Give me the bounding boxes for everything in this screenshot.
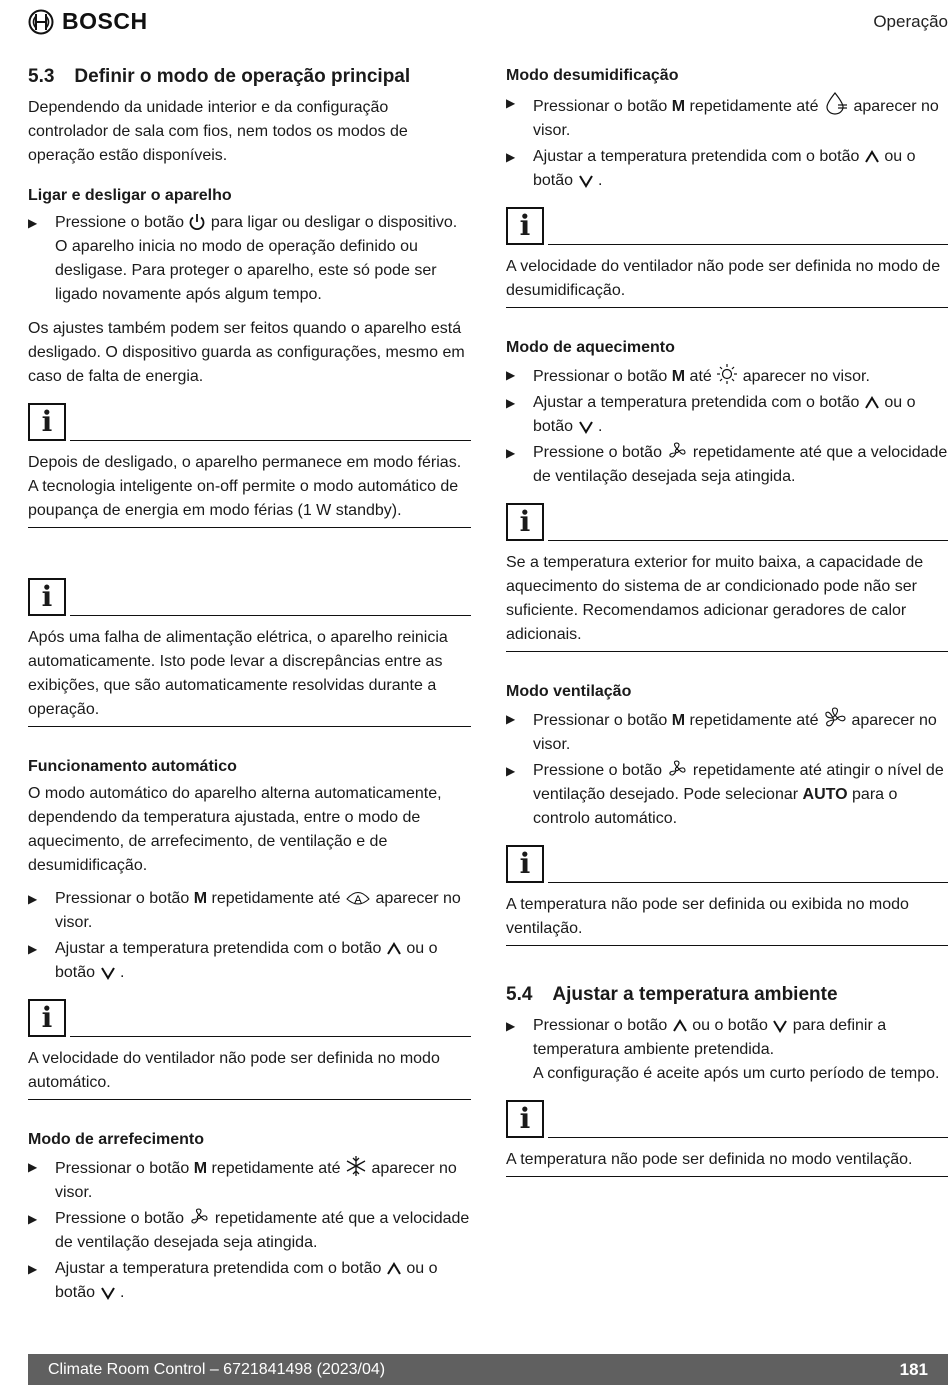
section-5-4-heading bbox=[506, 982, 948, 1008]
list-item: ▶ Pressione o botão para ligar ou desligar o dispositivo. O aparelho inicia no modo de operação definido ou desligase. Para proteger o aparelho, este só pode ser ligado novamente após algum tempo. bbox=[28, 211, 471, 307]
heat-heading: Modo de aquecimento bbox=[506, 339, 675, 356]
info-text: Depois de desligado, o aparelho permanece em modo férias. A tecnologia inteligente on-off permite o modo automático de poupança de energia em modo férias (1 W standby). bbox=[28, 441, 471, 528]
brand-name: BOSCH bbox=[62, 8, 148, 34]
section-number: 5.3 bbox=[28, 66, 55, 87]
fan-speed-icon bbox=[666, 759, 688, 779]
info-box bbox=[28, 403, 471, 528]
svg-text:A: A bbox=[354, 894, 362, 906]
info-icon: i bbox=[28, 578, 66, 616]
arrow-up-icon bbox=[386, 941, 402, 957]
list-item: ▶ Pressione o botão repetidamente até que a velocidade de ventilação desejada seja atingida. bbox=[28, 1207, 471, 1255]
arrow-up-icon bbox=[864, 149, 880, 165]
info-box bbox=[506, 1100, 948, 1177]
step-result: A configuração é aceite após um curto período de tempo. bbox=[533, 1065, 940, 1082]
list-item: ▶ Pressionar o botão M até aparecer no visor. bbox=[506, 363, 948, 389]
sun-icon bbox=[716, 363, 738, 385]
fan-mode-icon bbox=[823, 707, 847, 729]
right-column bbox=[506, 64, 948, 1195]
droplet-icon bbox=[823, 91, 849, 115]
fan-speed-icon bbox=[188, 1207, 210, 1227]
arrow-up-icon bbox=[386, 1261, 402, 1277]
list-item: ▶ Ajustar a temperatura pretendida com o botão ou o botão . bbox=[506, 145, 948, 193]
info-box bbox=[28, 999, 471, 1100]
arrow-down-icon bbox=[578, 419, 594, 435]
temperature-steps bbox=[506, 1014, 948, 1086]
left-column bbox=[28, 64, 471, 1315]
info-text: A velocidade do ventilador não pode ser definida no modo automático. bbox=[28, 1037, 471, 1100]
page-number: 181 bbox=[899, 1359, 928, 1379]
info-icon: i bbox=[506, 207, 544, 245]
info-icon: i bbox=[506, 845, 544, 883]
info-text: A temperatura não pode ser definida no modo ventilação. bbox=[506, 1138, 948, 1177]
onoff-heading: Ligar e desligar o aparelho bbox=[28, 187, 232, 204]
fan-steps bbox=[506, 707, 948, 831]
arrow-down-icon bbox=[578, 173, 594, 189]
auto-description: O modo automático do aparelho alterna automaticamente, dependendo da temperatura ajustada, entre o modo de aquecimento, de arrefecimento, de ventilação e de desumidificação. bbox=[28, 785, 442, 874]
section-tag: Operação bbox=[873, 12, 948, 31]
list-item: ▶ Pressione o botão repetidamente até que a velocidade de ventilação desejada seja atingida. bbox=[506, 441, 948, 489]
info-box bbox=[506, 207, 948, 308]
dry-steps bbox=[506, 91, 948, 193]
list-item: ▶ Pressione o botão repetidamente até atingir o nível de ventilação desejado. Pode selecionar AUTO para o controlo automático. bbox=[506, 759, 948, 831]
info-icon: i bbox=[506, 503, 544, 541]
info-text: A temperatura não pode ser definida ou exibida no modo ventilação. bbox=[506, 883, 948, 946]
fan-speed-icon bbox=[666, 441, 688, 461]
info-text: Após uma falha de alimentação elétrica, o aparelho reinicia automaticamente. Isto pode levar a discrepâncias entre as exibições, que são automaticamente resolvidas durante a operação. bbox=[28, 616, 471, 727]
info-box bbox=[506, 503, 948, 652]
info-icon: i bbox=[28, 999, 66, 1037]
list-item: ▶ Ajustar a temperatura pretendida com o botão ou o botão . bbox=[28, 1257, 471, 1305]
snowflake-icon bbox=[345, 1155, 367, 1177]
info-icon: i bbox=[506, 1100, 544, 1138]
fan-heading: Modo ventilação bbox=[506, 683, 632, 700]
page-footer bbox=[28, 1354, 948, 1385]
section-number: 5.4 bbox=[506, 984, 533, 1005]
auto-heading: Funcionamento automático bbox=[28, 758, 237, 775]
arrow-up-icon bbox=[864, 395, 880, 411]
info-text: A velocidade do ventilador não pode ser definida no modo de desumidificação. bbox=[506, 245, 948, 308]
list-item: ▶ Pressionar o botão M repetidamente até aparecer no visor. bbox=[506, 91, 948, 143]
info-box bbox=[28, 578, 471, 727]
step-result: O aparelho inicia no modo de operação definido ou desligase. Para proteger o aparelho, este só pode ser ligado novamente após algum tempo. bbox=[55, 238, 437, 303]
list-item: ▶ Pressionar o botão M repetidamente até aparecer no visor. bbox=[506, 707, 948, 757]
power-icon bbox=[188, 213, 206, 231]
section-5-3-heading bbox=[28, 64, 471, 90]
bosch-logo bbox=[28, 8, 148, 35]
list-item: ▶ Pressionar o botão M repetidamente até aparecer no visor. bbox=[28, 1155, 471, 1205]
info-icon: i bbox=[28, 403, 66, 441]
list-item: ▶ Ajustar a temperatura pretendida com o botão ou o botão . bbox=[506, 391, 948, 439]
section-intro: Dependendo da unidade interior e da configuração controlador de sala com fios, nem todos os modos de operação estão disponíveis. bbox=[28, 99, 408, 164]
info-box bbox=[506, 845, 948, 946]
list-item: ▶ Pressionar o botão ou o botão para definir a temperatura ambiente pretendida. A configuração é aceite após um curto período de tempo. bbox=[506, 1014, 948, 1086]
cool-steps bbox=[28, 1155, 471, 1305]
dry-heading: Modo desumidificação bbox=[506, 67, 679, 84]
document-id: Climate Room Control – 6721841498 (2023/04) bbox=[48, 1360, 386, 1378]
arrow-up-icon bbox=[672, 1018, 688, 1034]
arrow-down-icon bbox=[772, 1018, 788, 1034]
page-header bbox=[0, 0, 950, 44]
onoff-note: Os ajustes também podem ser feitos quando o aparelho está desligado. O dispositivo guarda as configurações, mesmo em caso de falta de energia. bbox=[28, 320, 465, 385]
heat-steps bbox=[506, 363, 948, 489]
list-item: ▶ Pressionar o botão M repetidamente até A aparecer no visor. bbox=[28, 887, 471, 935]
list-item: ▶ Ajustar a temperatura pretendida com o botão ou o botão . bbox=[28, 937, 471, 985]
auto-mode-icon bbox=[345, 889, 371, 907]
info-text: Se a temperatura exterior for muito baixa, a capacidade de aquecimento do sistema de ar condicionado pode não ser suficiente. Recomendamos adicionar geradores de calor adicionais. bbox=[506, 541, 948, 652]
auto-steps bbox=[28, 887, 471, 985]
cool-heading: Modo de arrefecimento bbox=[28, 1131, 205, 1148]
arrow-down-icon bbox=[100, 1285, 116, 1301]
section-title: Definir o modo de operação principal bbox=[74, 66, 411, 87]
section-title: Ajustar a temperatura ambiente bbox=[552, 984, 838, 1005]
onoff-steps bbox=[28, 211, 471, 307]
bosch-armature-icon bbox=[28, 9, 54, 35]
arrow-down-icon bbox=[100, 965, 116, 981]
